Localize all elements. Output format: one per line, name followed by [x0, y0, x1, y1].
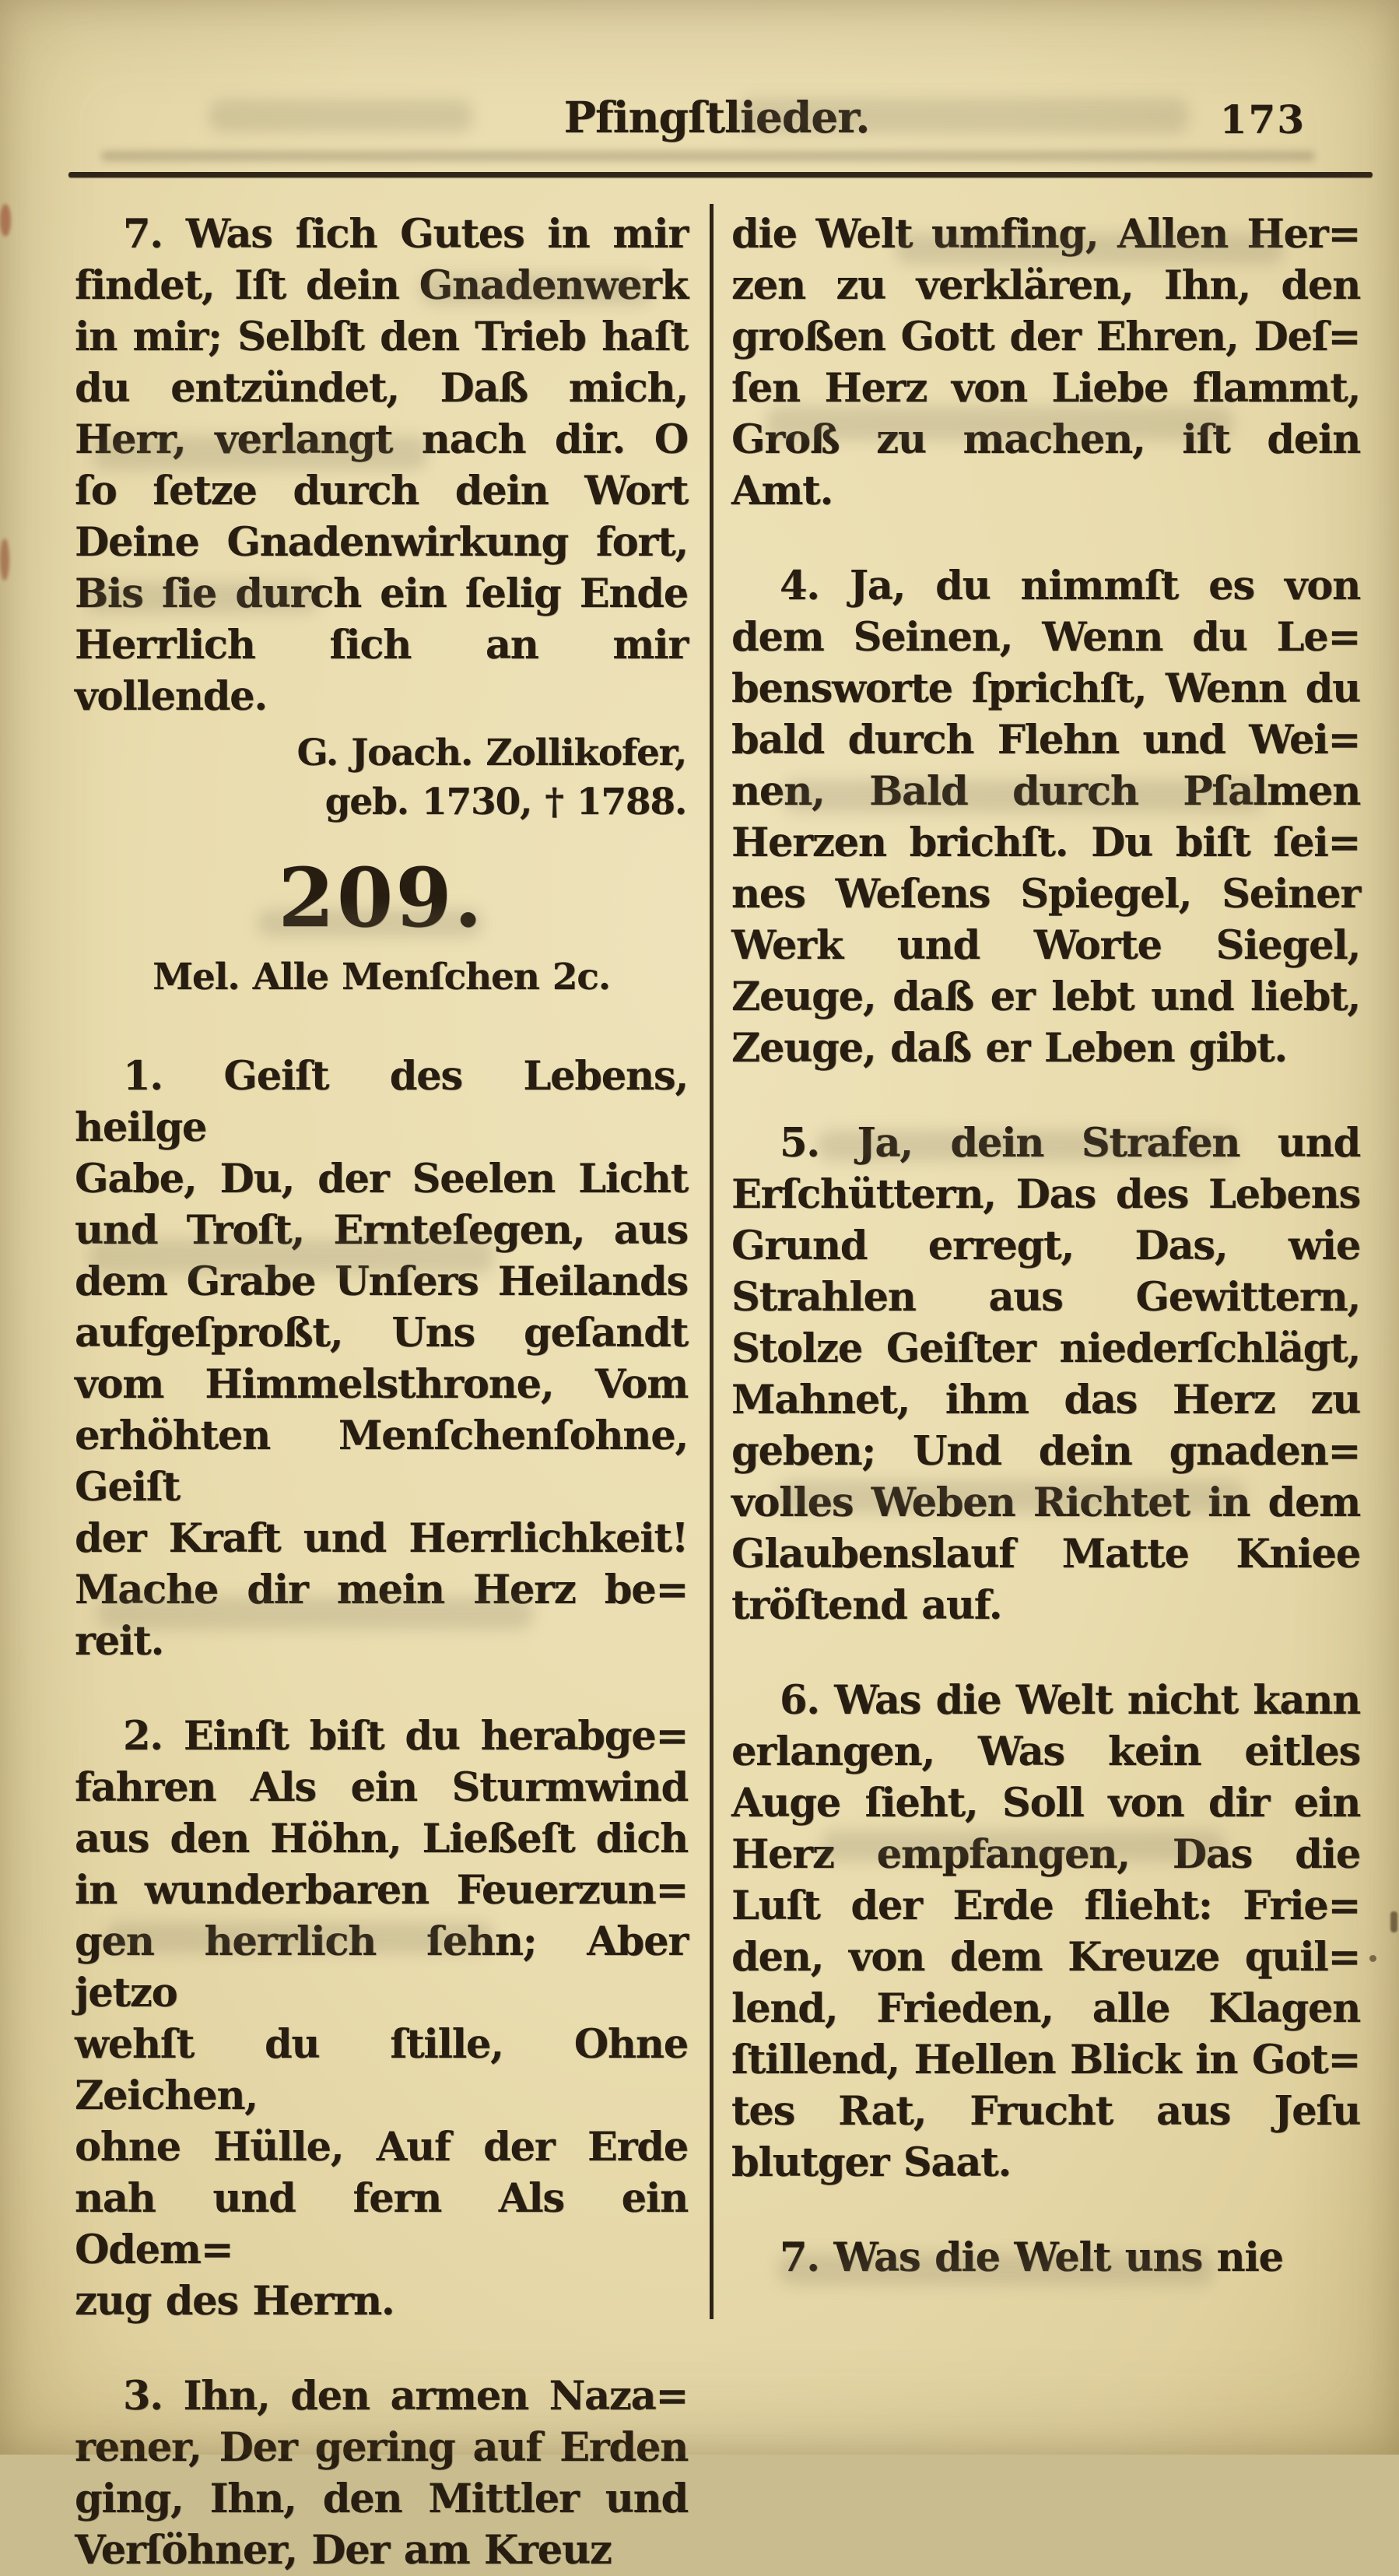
- verse-line: Strahlen aus Gewittern,: [731, 1274, 1360, 1321]
- verse-line: nah und fern Als ein Odem=: [75, 2175, 688, 2273]
- verse-line: tes Rat, Frucht aus Jeſu: [731, 2088, 1360, 2135]
- verse-6: [731, 1675, 1360, 2188]
- verse-line: bensworte ſprichſt, Wenn du: [731, 665, 1360, 712]
- verse-4: [731, 560, 1360, 1074]
- verse-line: Auge ſieht, Soll von dir ein: [731, 1780, 1360, 1827]
- verse-line: Werk und Worte Siegel,: [731, 922, 1360, 969]
- verse-line: Stolze Geiſter niederſchlägt,: [731, 1325, 1360, 1372]
- verse-line: Luſt der Erde flieht: Frie=: [731, 1883, 1360, 1929]
- verse-line: großen Gott der Ehren, Deſ=: [731, 314, 1360, 360]
- bleed-through-smudge: [817, 1130, 1237, 1161]
- verse-5: [731, 1118, 1360, 1631]
- verse-line: Grund erregt, Das, wie: [731, 1223, 1360, 1269]
- verse-line: Herrlich ſich an mir vollende.: [75, 622, 688, 720]
- verse-1: [75, 1051, 688, 1667]
- verse-line: Verſöhner, Der am Kreuz: [75, 2527, 612, 2574]
- verse-line: 2. Einſt biſt du herabge=: [123, 1713, 688, 1760]
- bleed-through-smudge: [778, 2254, 1214, 2285]
- verse-2: [75, 1711, 688, 2327]
- verse-line: 3. Ihn, den armen Naza=: [123, 2373, 688, 2420]
- author-attribution: [75, 728, 688, 826]
- verse-line: in mir; Selbſt den Trieb haſt: [75, 314, 688, 360]
- page-number: 173: [1219, 97, 1306, 142]
- verse-line: die Welt umfing, Allen Her=: [731, 211, 1360, 258]
- bleed-through-smudge: [782, 780, 1264, 812]
- verse-line: Amt.: [731, 468, 833, 514]
- verse-line: zen zu verklären, Ihn, den: [731, 262, 1360, 309]
- verse-line: 1. Geiſt des Lebens, heilge: [75, 1053, 688, 1151]
- verse-3: [75, 2371, 688, 2576]
- section-title: Pfingſtlieder.: [563, 92, 870, 142]
- melody-reference: Mel. Alle Menſchen 2c.: [153, 956, 610, 998]
- verse-line: Glaubenslauf Matte Kniee: [731, 1531, 1360, 1578]
- bleed-through-smudge: [93, 436, 428, 470]
- bleed-through-smudge: [105, 1922, 494, 1953]
- bleed-through-smudge: [778, 1480, 1245, 1513]
- verse-line: fahren Als ein Sturmwind: [75, 1764, 688, 1811]
- bleed-through-smudge: [209, 100, 473, 132]
- hymn-number: 209.: [278, 850, 485, 946]
- bleed-through-smudge: [257, 909, 482, 937]
- verse-line: aufgeſproßt, Uns geſandt: [75, 1310, 688, 1356]
- bleed-through-smudge: [89, 1239, 494, 1273]
- verse-line: den, von dem Kreuze quil=: [731, 1934, 1360, 1981]
- verse-line: 7. Was die Welt uns nie: [780, 2234, 1283, 2281]
- verse-line: du entzündet, Daß mich,: [75, 365, 688, 412]
- verse-line: Gabe, Du, der Seelen Licht: [75, 1156, 688, 1202]
- verse-line: geben; Und dein gnaden=: [731, 1428, 1360, 1475]
- verse-line: ohne Hülle, Auf der Erde: [75, 2124, 688, 2171]
- verse-line: 7. Was ſich Gutes in mir: [123, 211, 688, 258]
- verse-line: ſtillend, Hellen Blick in Got=: [731, 2037, 1360, 2083]
- bleed-through-smudge: [895, 233, 1284, 265]
- verse-line: tröſtend auf.: [731, 1582, 1002, 1629]
- verse-line: erlangen, Was kein eitles: [731, 1728, 1360, 1775]
- column-divider: [710, 204, 714, 2319]
- verse-line: Herz empfangen, Das die: [731, 1831, 1360, 1878]
- verse-line: ſen Herz von Liebe flammt,: [731, 365, 1360, 412]
- verse-line: Mache dir mein Herz be=: [75, 1567, 688, 1613]
- header-rule-bleed: [101, 151, 1315, 161]
- bleed-through-smudge: [86, 582, 319, 613]
- verse-line: ſo ſetze durch dein Wort: [75, 468, 688, 514]
- attribution-author: G. Joach. Zollikofer,: [296, 732, 686, 774]
- verse-line: 6. Was die Welt nicht kann: [780, 1677, 1360, 1724]
- verse-line: bald durch Flehn und Wei=: [731, 717, 1360, 763]
- verse-line: aus den Höhn, Ließeſt dich: [75, 1816, 688, 1862]
- verse-line: nes Weſens Spiegel, Seiner: [731, 871, 1360, 918]
- verse-line: Erſchüttern, Das des Lebens: [731, 1171, 1360, 1218]
- verse-line: Bis ſie durch ein ſelig Ende: [75, 570, 688, 617]
- verse-line: reit.: [75, 1618, 164, 1665]
- verse-line: vom Himmelsthrone, Vom: [75, 1361, 688, 1408]
- verse-line: Mahnet, ihm das Herz zu: [731, 1377, 1360, 1423]
- verse-line: und Troſt, Ernteſegen, aus: [75, 1207, 688, 1254]
- verse-line: wehſt du ſtille, Ohne Zeichen,: [75, 2021, 688, 2119]
- verse-line: volles Weben Richtet in dem: [731, 1479, 1360, 1526]
- verse-line: gen herrlich ſehn; Aber jetzo: [75, 1918, 688, 2016]
- verse-line: dem Seinen, Wenn du Le=: [731, 614, 1360, 661]
- verse-line: dem Grabe Unſers Heilands: [75, 1258, 688, 1305]
- verse-line: 5. Ja, dein Strafen und: [780, 1120, 1360, 1167]
- ink-speck: [1390, 1911, 1397, 1932]
- verse-line: Groß zu machen, iſt dein: [731, 416, 1360, 463]
- bleed-through-smudge: [97, 1597, 533, 1630]
- verse-line: der Kraft und Herrlichkeit!: [75, 1515, 688, 1562]
- verse-line: ging, Ihn, den Mittler und: [75, 2476, 688, 2522]
- verse-line: erhöhten Menſchenſohne, Geiſt: [75, 1413, 688, 1511]
- verse-line: rener, Der gering auf Erden: [75, 2424, 688, 2471]
- left-column: [75, 209, 688, 2576]
- verse-line: findet, Iſt dein Gnadenwerk: [75, 262, 688, 309]
- bleed-through-smudge: [420, 274, 654, 305]
- verse-line: Herzen brichſt. Du biſt ſei=: [731, 819, 1360, 866]
- verse-line: Herr, verlangt nach dir. O: [75, 416, 688, 463]
- verse-line: nen, Bald durch Pſalmen: [731, 768, 1360, 815]
- right-column: [731, 209, 1360, 2283]
- verse-line: Zeuge, daß er lebt und liebt,: [731, 974, 1360, 1020]
- verse-line: lend, Frieden, alle Klagen: [731, 1985, 1360, 2032]
- verse-line: blutger Saat.: [731, 2139, 1012, 2186]
- red-ink-mark: [0, 204, 11, 237]
- bleed-through-smudge: [821, 1830, 1225, 1862]
- header-rule: [68, 172, 1373, 177]
- verse-line: 4. Ja, du nimmſt es von: [780, 563, 1360, 609]
- attribution-dates: geb. 1730, † 1788.: [324, 781, 686, 823]
- verse-line: zug des Herrn.: [75, 2278, 394, 2325]
- verse-line: in wunderbaren Feuerzun=: [75, 1867, 688, 1914]
- red-ink-mark: [0, 539, 9, 581]
- verse-line: Zeuge, daß er Leben gibt.: [731, 1025, 1287, 1072]
- bleed-through-smudge: [738, 98, 1189, 134]
- bleed-through-smudge: [766, 406, 1233, 440]
- verse-line: Deine Gnadenwirkung fort,: [75, 519, 688, 566]
- ink-speck: [1369, 1955, 1376, 1962]
